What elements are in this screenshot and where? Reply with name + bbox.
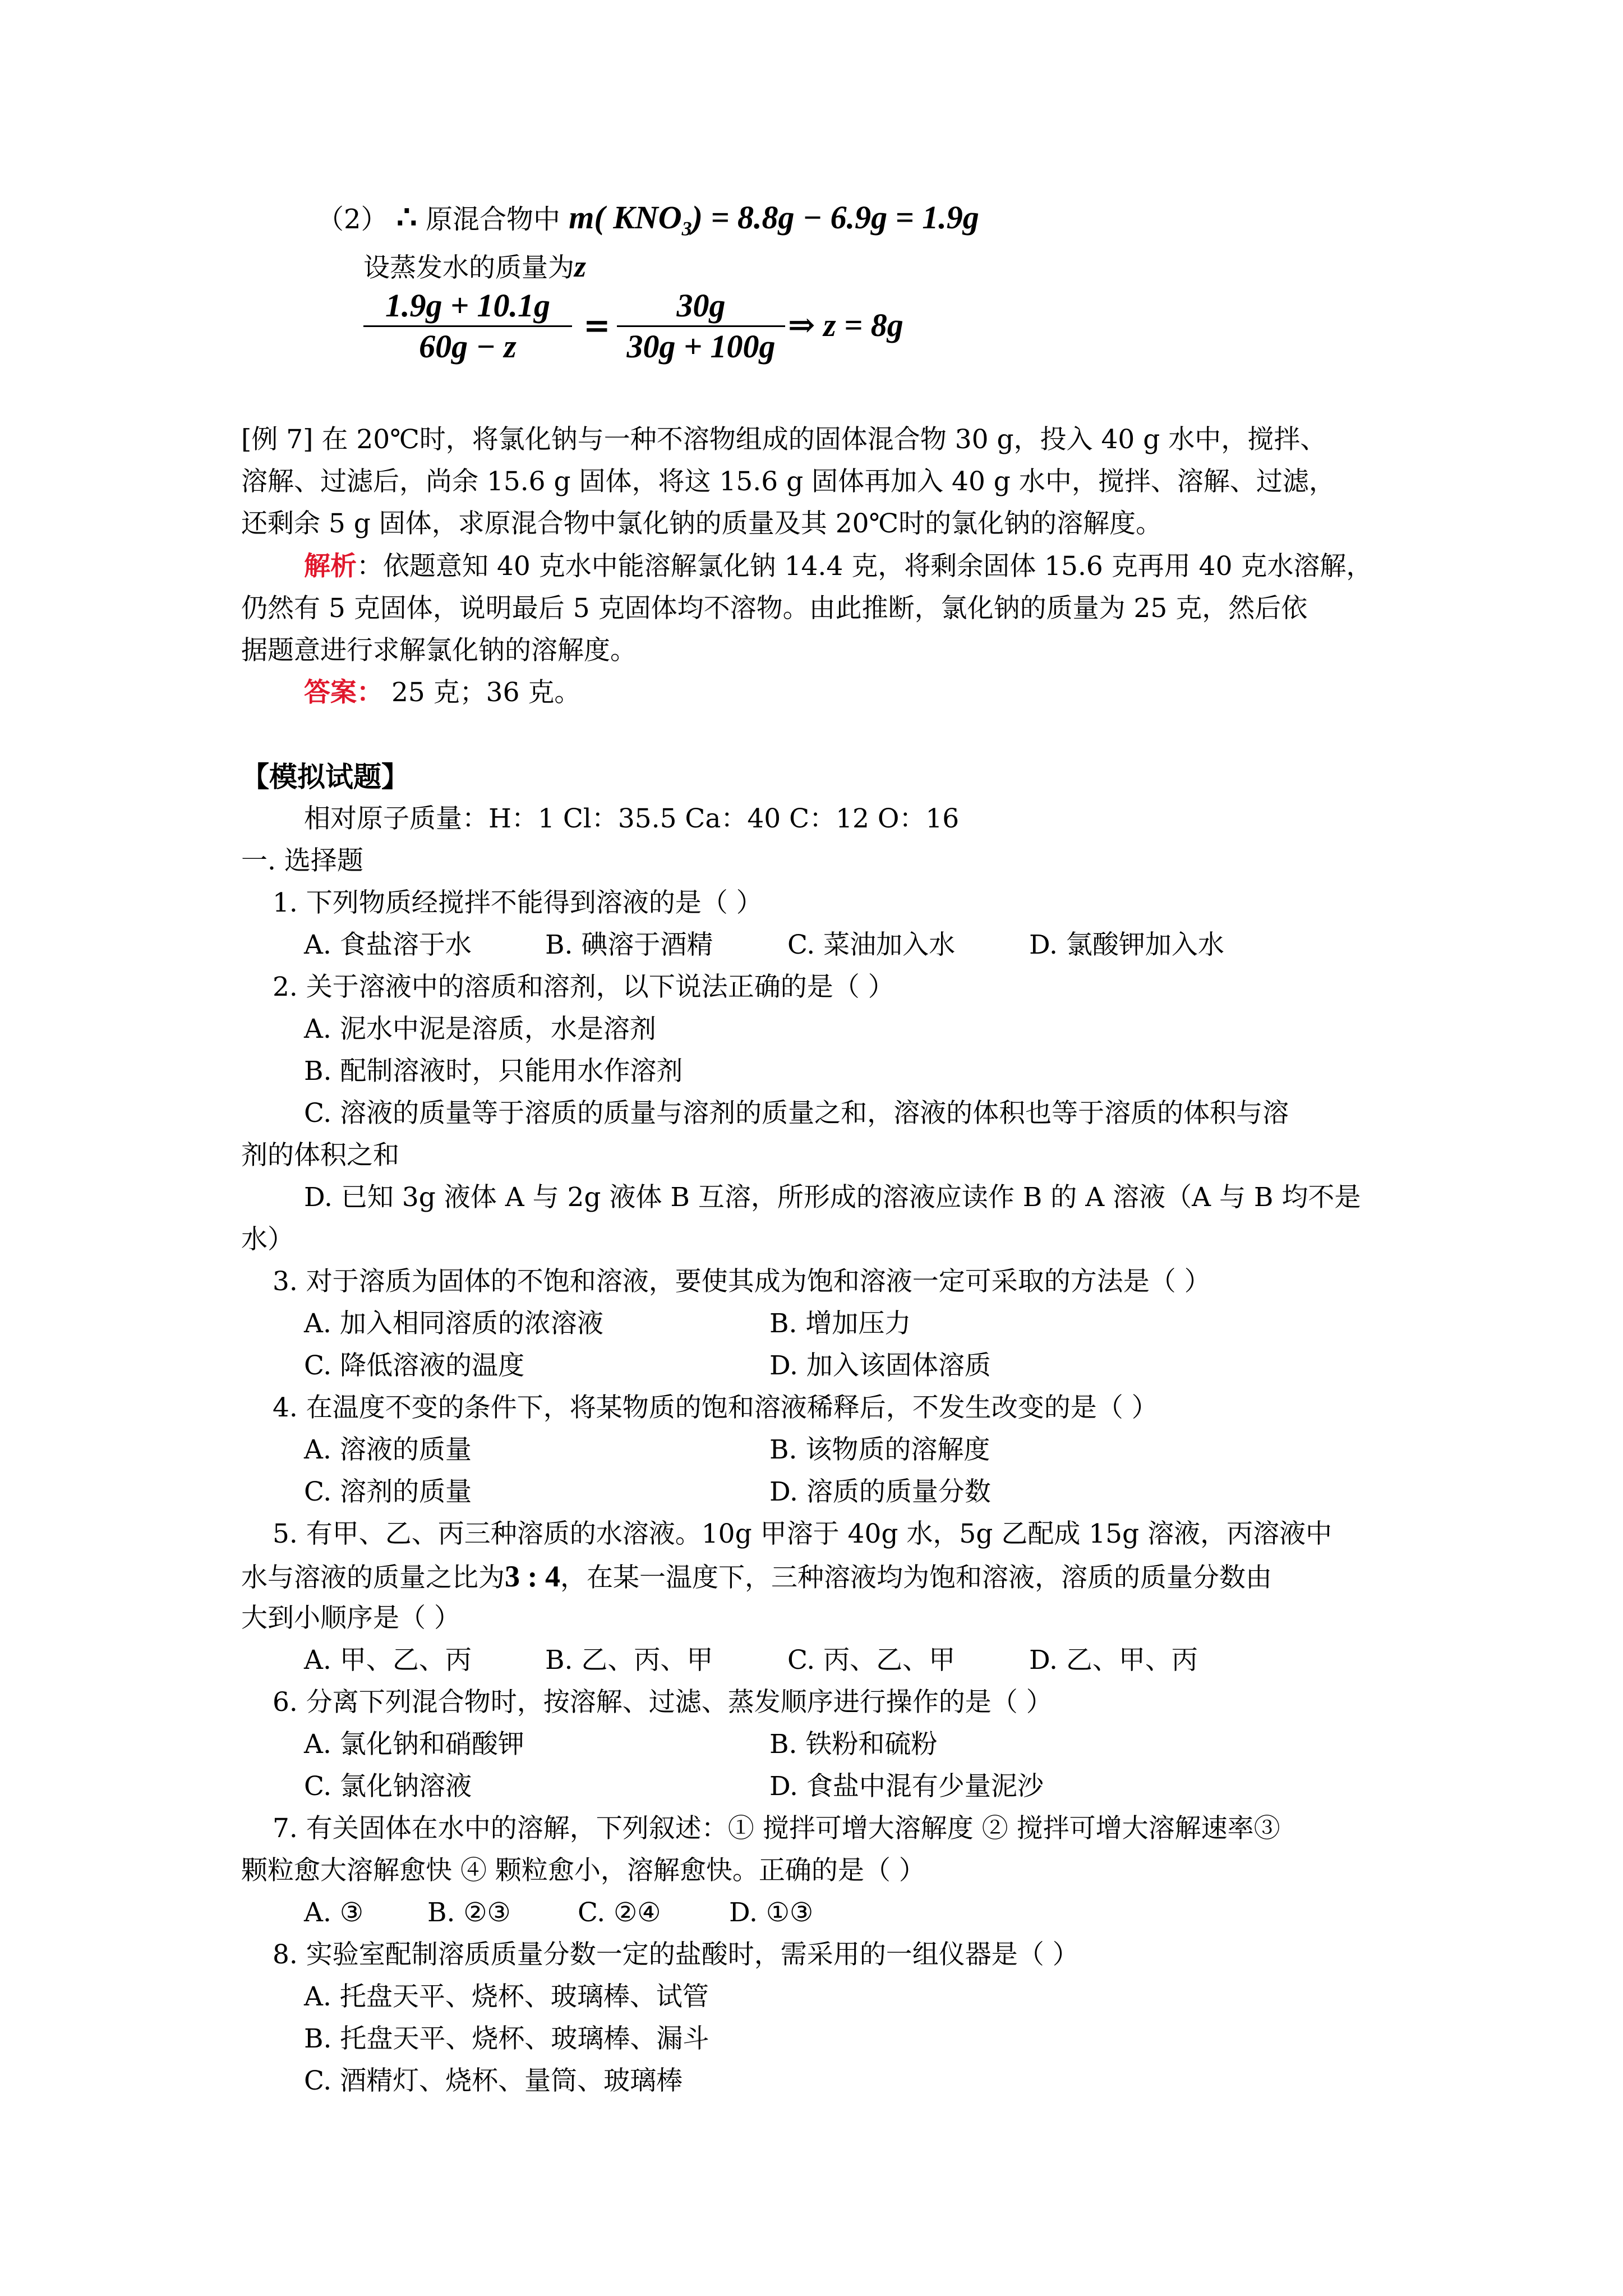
fraction-left-numerator: 1.9g + 10.1g: [385, 287, 551, 324]
q4-option-b: B. 该物质的溶解度: [769, 1434, 990, 1465]
fraction-left-denominator: 60g − z: [419, 328, 517, 365]
q1-option-d: D. 氯酸钾加入水: [1029, 930, 1224, 960]
atomic-masses: 相对原子质量：H：1 Cl：35.5 Ca：40 C：12 O：16: [304, 803, 960, 834]
fraction-left: [363, 286, 572, 366]
example7-line-3: 还剩余 5 g 固体，求原混合物中氯化钠的质量及其 20℃时的氯化钠的溶解度。: [241, 508, 1163, 539]
q6-option-d: D. 食盐中混有少量泥沙: [769, 1771, 1044, 1802]
q4-option-a: A. 溶液的质量: [304, 1434, 472, 1465]
analysis-label: 解析: [304, 551, 357, 582]
part-number: （2）: [317, 204, 388, 235]
q3-option-a: A. 加入相同溶质的浓溶液: [304, 1308, 603, 1339]
q3-option-c: C. 降低溶液的温度: [304, 1350, 525, 1381]
question-2-stem: 2. 关于溶液中的溶质和溶剂，以下说法正确的是（ ）: [273, 972, 895, 1002]
analysis-line-1: 解析：依题意知 40 克水中能溶解氯化钠 14.4 克，将剩余固体 15.6 克再用 40 克水溶解，: [304, 551, 1373, 582]
question-8-stem: 8. 实验室配制溶质质量分数一定的盐酸时，需采用的一组仪器是（ ）: [273, 1939, 1079, 1970]
question-7-stem-2: 颗粒愈大溶解愈快 ④ 颗粒愈小，溶解愈快。正确的是（ ）: [241, 1855, 925, 1886]
answer-label: 答案：: [304, 677, 383, 708]
q6-option-c: C. 氯化钠溶液: [304, 1771, 472, 1802]
q2-option-c-cont: 剂的体积之和: [241, 1140, 399, 1171]
let-text: 设蒸发水的质量为: [363, 252, 574, 283]
equals-sign: =: [583, 306, 611, 344]
q2-option-c: C. 溶液的质量等于溶质的质量与溶剂的质量之和，溶液的体积也等于溶质的体积与溶: [304, 1098, 1289, 1129]
q5-option-b: B. 乙、丙、甲: [545, 1645, 713, 1676]
formula-label: 原混合物中: [425, 204, 560, 235]
question-5-stem-3: 大到小顺序是（ ）: [241, 1603, 460, 1634]
q3-option-d: D. 加入该固体溶质: [769, 1350, 991, 1381]
analysis-line-2: 仍然有 5 克固体，说明最后 5 克固体均不溶物。由此推断，氯化钠的质量为 25 克，然后依: [241, 593, 1308, 624]
q5-option-a: A. 甲、乙、丙: [304, 1645, 472, 1676]
q5-option-d: D. 乙、甲、丙: [1029, 1645, 1198, 1676]
let-variable: z: [574, 250, 587, 283]
q7-option-a: A. ③: [304, 1897, 363, 1928]
part1-title: 一. 选择题: [241, 845, 363, 876]
formula-line-part2: [317, 197, 979, 249]
q7-option-b: B. ②③: [427, 1897, 511, 1928]
formula-result: ⇒ z = 8g: [788, 307, 903, 343]
fraction-right-denominator: 30g + 100g: [626, 328, 776, 365]
q8-option-a: A. 托盘天平、烧杯、玻璃棒、试管: [304, 1981, 709, 2012]
q1-option-c: C. 菜油加入水: [787, 930, 956, 960]
q8-option-b: B. 托盘天平、烧杯、玻璃棒、漏斗: [304, 2023, 709, 2054]
q4-option-c: C. 溶剂的质量: [304, 1476, 472, 1507]
question-6-stem: 6. 分离下列混合物时，按溶解、过滤、蒸发顺序进行操作的是（ ）: [273, 1687, 1053, 1718]
let-statement: [363, 249, 586, 286]
q2-option-b: B. 配制溶液时，只能用水作溶剂: [304, 1056, 683, 1087]
question-5-stem-2: 水与溶液的质量之比为3 : 4，在某一温度下，三种溶液均为饱和溶液，溶质的质量分数由: [241, 1559, 1272, 1593]
q7-option-c: C. ②④: [578, 1897, 661, 1928]
fraction-right-numerator: 30g: [676, 287, 726, 324]
q2-option-d: D. 已知 3g 液体 A 与 2g 液体 B 互溶，所形成的溶液应读作 B 的 A 溶液（A 与 B 均不是: [304, 1182, 1361, 1213]
formula-kno3: m( $KNO_3) = 8.8g - 6.9g = 1.9g$: [569, 199, 979, 240]
section-title: 【模拟试题】: [241, 760, 409, 793]
answer-line: 答案： 25 克；36 克。: [304, 677, 581, 708]
q1-option-b: B. 碘溶于酒精: [545, 930, 713, 960]
q4-option-d: D. 溶质的质量分数: [769, 1476, 991, 1507]
question-4-stem: 4. 在温度不变的条件下，将某物质的饱和溶液稀释后，不发生改变的是（ ）: [273, 1392, 1158, 1423]
question-1-stem: 1. 下列物质经搅拌不能得到溶液的是（ ）: [273, 887, 763, 918]
q6-option-a: A. 氯化钠和硝酸钾: [304, 1729, 524, 1760]
q5-option-c: C. 丙、乙、甲: [787, 1645, 956, 1676]
example7-line-2: 溶解、过滤后，尚余 15.6 g 固体，将这 15.6 g 固体再加入 40 g 水中，搅拌、溶解、过滤，: [241, 466, 1335, 497]
q2-option-d-cont: 水）: [241, 1224, 294, 1255]
question-7-stem-1: 7. 有关固体在水中的溶解，下列叙述：① 搅拌可增大溶解度 ② 搅拌可增大溶解速率③: [273, 1813, 1280, 1844]
q2-option-a: A. 泥水中泥是溶质，水是溶剂: [304, 1014, 656, 1045]
q1-option-a: A. 食盐溶于水: [304, 930, 472, 960]
therefore-symbol: ∴: [396, 198, 417, 236]
question-5-stem-1: 5. 有甲、乙、丙三种溶质的水溶液。10g 甲溶于 40g 水，5g 乙配成 15g 溶液，丙溶液中: [273, 1519, 1332, 1549]
q3-option-b: B. 增加压力: [769, 1308, 911, 1339]
q8-option-c: C. 酒精灯、烧杯、量筒、玻璃棒: [304, 2065, 683, 2096]
ratio-value: 3 : 4: [505, 1559, 560, 1593]
question-3-stem: 3. 对于溶质为固体的不饱和溶液，要使其成为饱和溶液一定可采取的方法是（ ）: [273, 1266, 1211, 1297]
example7-line-1: [例 7] 在 20℃时，将氯化钠与一种不溶物组成的固体混合物 30 g，投入 40 g 水中，搅拌、: [241, 424, 1327, 455]
analysis-line-3: 据题意进行求解氯化钠的溶解度。: [241, 635, 637, 666]
q6-option-b: B. 铁粉和硫粉: [769, 1729, 938, 1760]
fraction-right: [617, 286, 785, 366]
q7-option-d: D. ①③: [729, 1897, 814, 1928]
